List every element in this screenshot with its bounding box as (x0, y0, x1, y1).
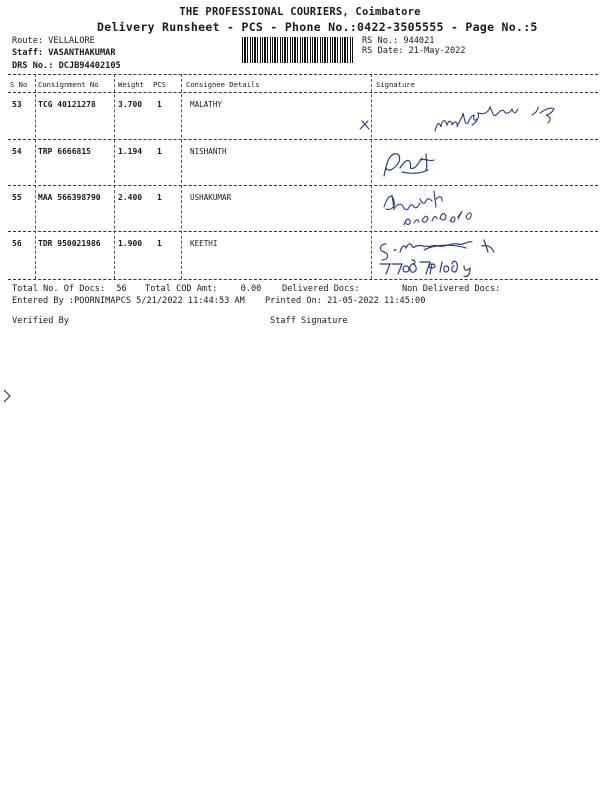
staff-label: Staff: (12, 48, 44, 58)
row-pcs: 1 (157, 193, 162, 202)
row-consignee: USHAKUMAR (190, 193, 232, 202)
table-top-rule (8, 74, 598, 75)
drs-value: DCJB94402105 (58, 61, 121, 71)
row-consignee: KEETHI (190, 239, 218, 248)
col-header-weight: Weight (118, 80, 144, 89)
entered-by: Entered By :POORNIMAPCS 5/21/2022 11:44:53 AM (12, 296, 245, 306)
delivered-docs-label: Delivered Docs: (282, 284, 360, 294)
rs-no-label: RS No.: (362, 36, 399, 46)
rs-date-label: RS Date: (362, 46, 404, 56)
col-header-consignment: Consignment No (38, 80, 99, 89)
drs-row (12, 61, 121, 71)
company-title: THE PROFESSIONAL COURIERS, Coimbatore (179, 6, 421, 18)
row-pcs: 1 (157, 147, 162, 156)
row-consignment: MAA 566398790 (38, 193, 101, 202)
row-sno: 53 (12, 100, 22, 109)
scan-mark (2, 386, 14, 404)
printed-on: Printed On: 21-05-2022 11:45:00 (265, 296, 426, 306)
rs-no-row (362, 36, 434, 46)
row-sno: 55 (12, 193, 22, 202)
signature-row-55 (378, 185, 488, 229)
col-sep (181, 74, 182, 279)
row-weight: 3.700 (118, 100, 143, 109)
row-weight: 1.194 (118, 147, 143, 156)
staff-value: VASANTHAKUMAR (48, 48, 116, 58)
signature-row-54 (378, 142, 448, 184)
route-label: Route: (12, 36, 44, 46)
row-weight: 1.900 (118, 239, 143, 248)
rs-no-value: 944021 (403, 36, 435, 46)
route-row (12, 36, 95, 46)
total-cod (145, 284, 261, 294)
non-delivered-docs-label: Non Delivered Docs: (402, 284, 501, 294)
rs-date-row (362, 46, 466, 56)
col-header-signature: Signature (376, 80, 415, 89)
total-docs-value: 56 (116, 284, 127, 294)
signature-row-56 (372, 232, 512, 278)
col-sep (35, 74, 36, 279)
row-consignment: TCG 40121278 (38, 100, 96, 109)
row-weight: 2.400 (118, 193, 143, 202)
row-pcs: 1 (157, 100, 162, 109)
row-sno: 54 (12, 147, 22, 156)
cod-label: Total COD Amt: (145, 284, 218, 294)
row-sno: 56 (12, 239, 22, 248)
col-sep (114, 74, 115, 279)
header-bottom-rule (8, 92, 598, 93)
barcode-image (242, 37, 354, 63)
row-rule-2 (8, 185, 598, 186)
staff-signature-label: Staff Signature (270, 316, 348, 326)
total-docs (12, 284, 127, 294)
total-docs-label: Total No. Of Docs: (12, 284, 106, 294)
drs-label: DRS No.: (12, 61, 54, 71)
rs-date-value: 21-May-2022 (408, 46, 466, 56)
verified-by: Verified By (12, 316, 69, 326)
table-bottom-rule (8, 279, 598, 280)
row-consignment: TDR 950021986 (38, 239, 101, 248)
row-consignee: MALATHY (190, 100, 223, 109)
staff-row (12, 48, 116, 58)
col-header-sno: S No (10, 80, 28, 89)
row-pcs: 1 (157, 239, 162, 248)
col-header-consignee: Consignee Details (186, 80, 260, 89)
row-consignee: NISHANTH (190, 147, 227, 156)
row-consignment: TRP 6666815 (38, 147, 91, 156)
col-header-pcs: PCS (153, 80, 166, 89)
route-value: VELLALORE (48, 36, 95, 46)
cod-value: 0.00 (240, 284, 262, 294)
runsheet-title: Delivery Runsheet - PCS - Phone No.:0422-3505555 - Page No.:5 (97, 20, 538, 34)
signature-row-53 (340, 95, 580, 141)
